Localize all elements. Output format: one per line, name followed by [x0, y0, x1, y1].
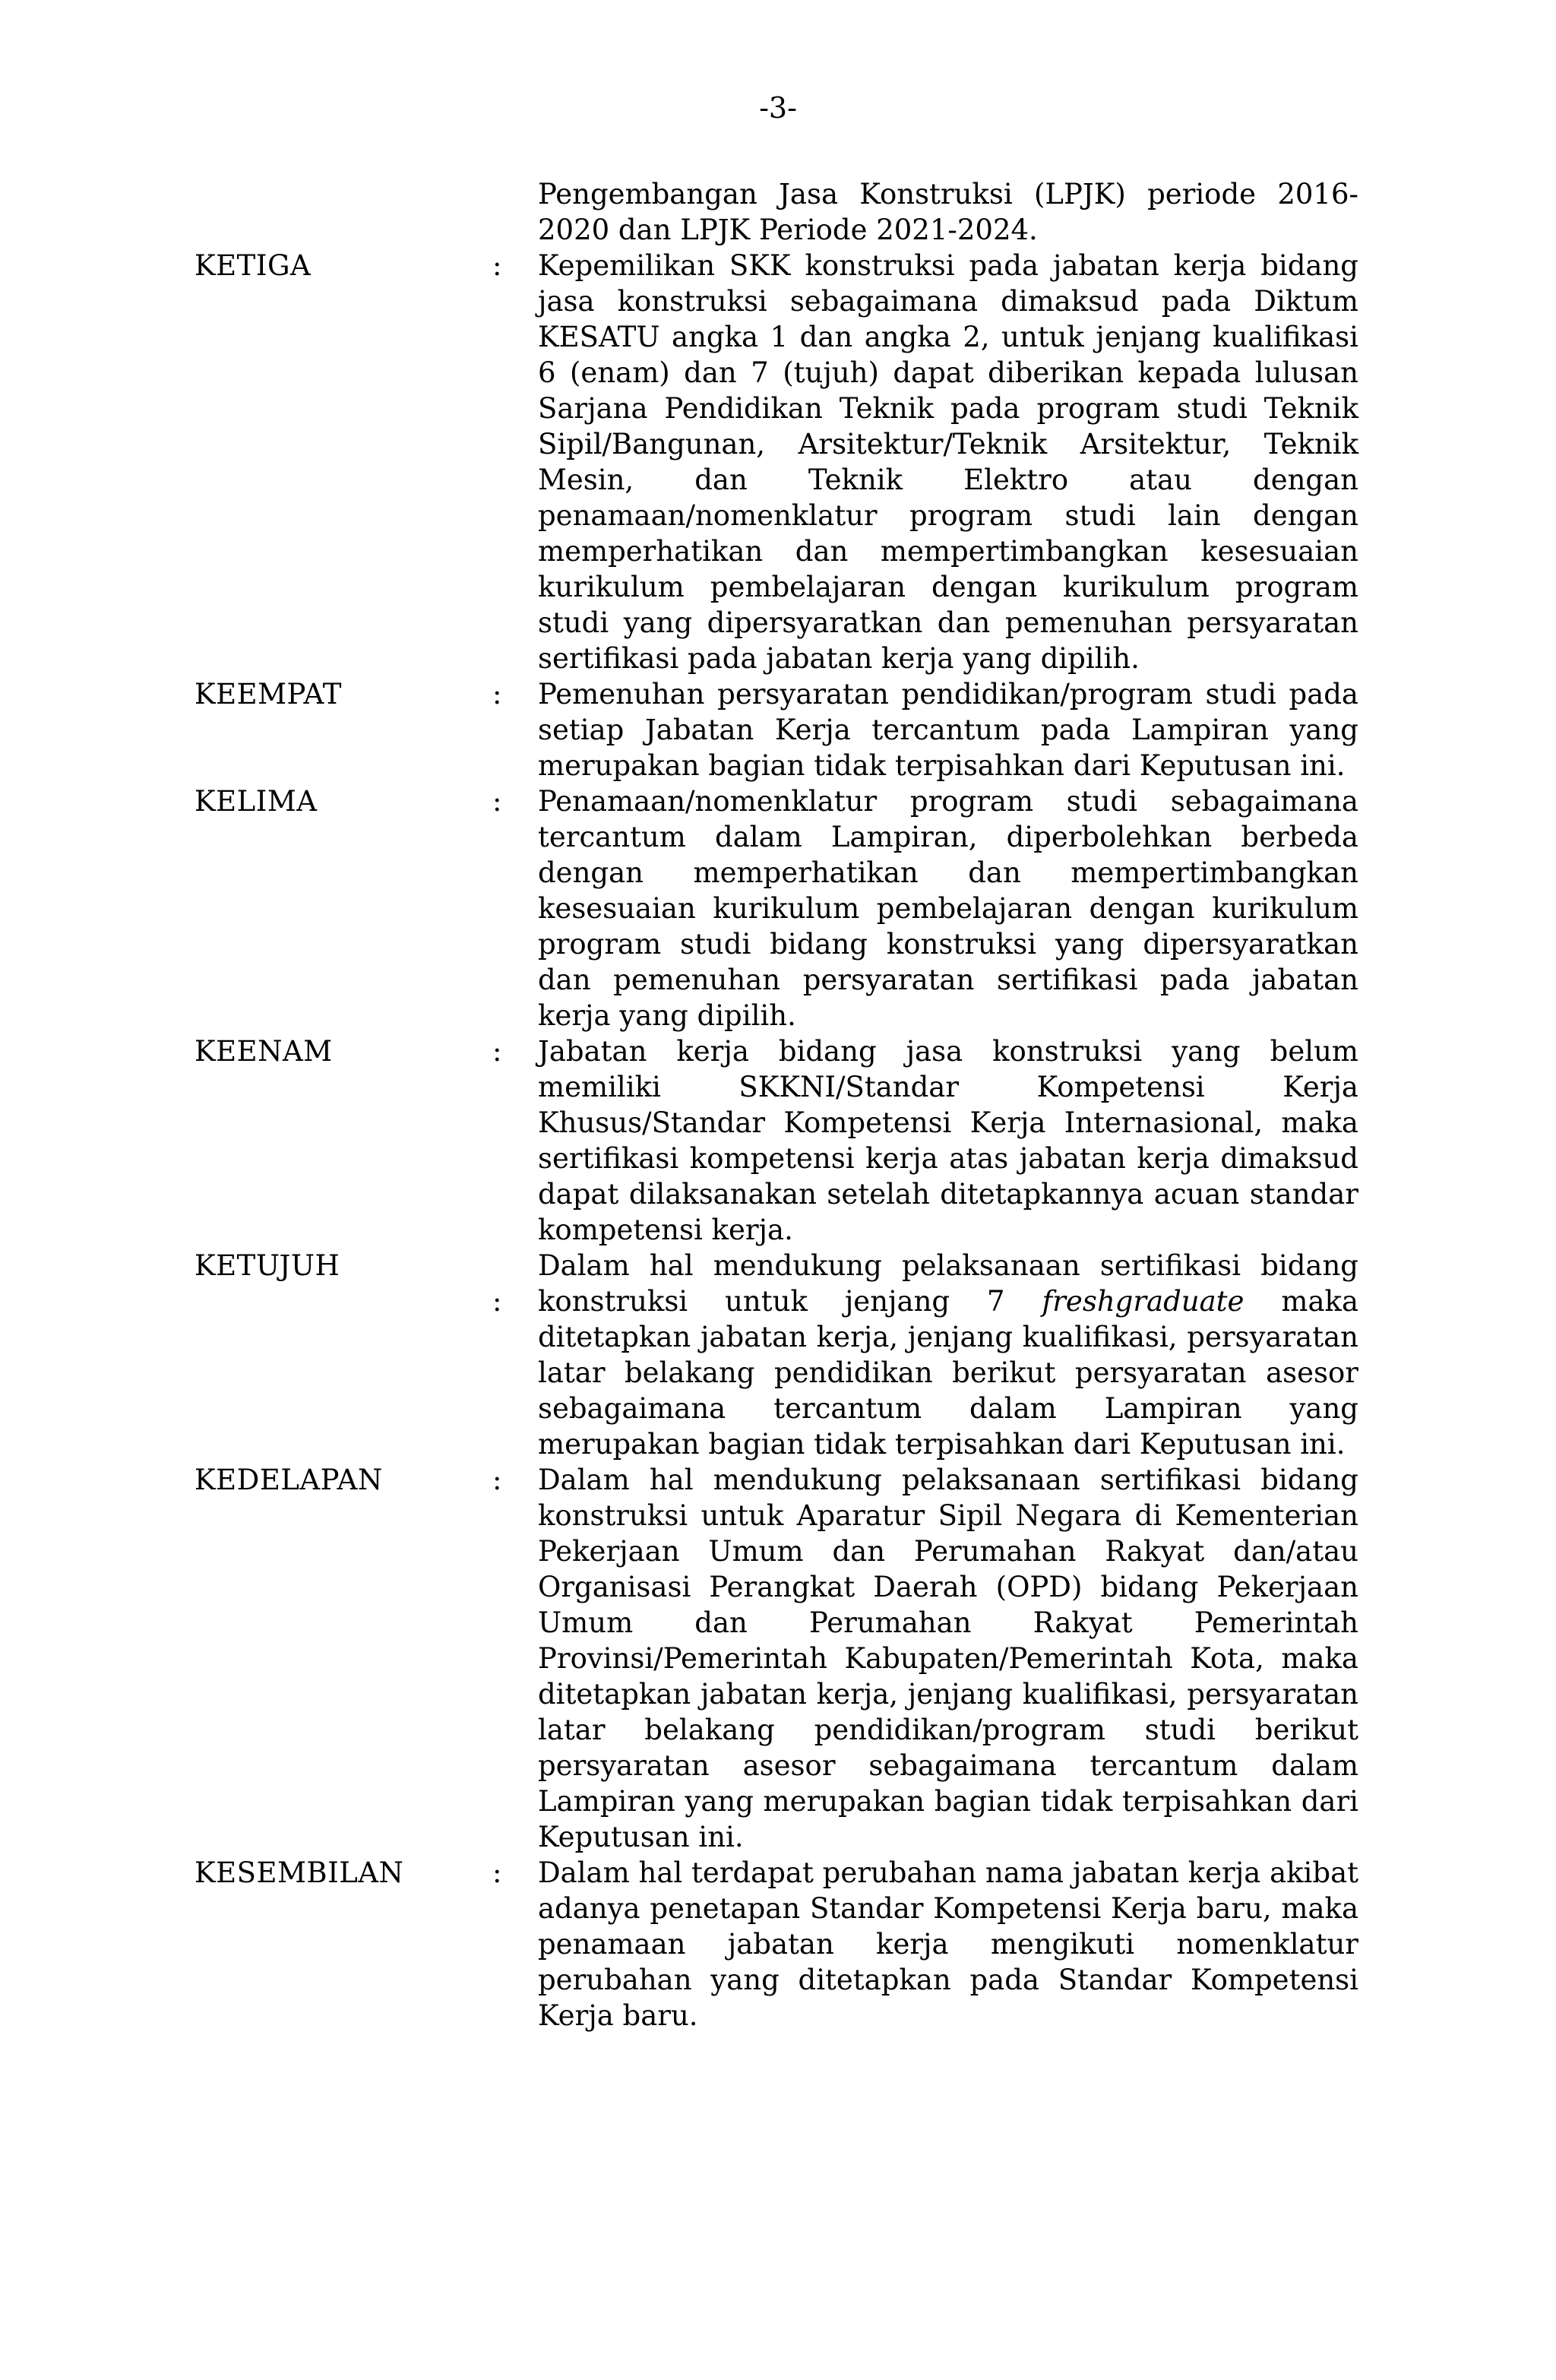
article-label: KEEMPAT — [194, 678, 342, 711]
document-body — [194, 176, 1358, 2033]
article-kesembilan — [194, 1855, 1358, 2033]
article-colon: : — [492, 249, 502, 282]
article-ketujuh — [194, 1248, 1358, 1462]
article-text-italic: freshgraduate — [1042, 1285, 1244, 1318]
article-kedelapan — [194, 1462, 1358, 1855]
article-label: KETIGA — [194, 249, 312, 282]
article-text: Dalam hal terdapat perubahan nama jabatan kerja akibat adanya penetapan Standar Kompetensi Kerja baru, maka penamaan jabatan kerja mengikuti nomenklatur perubahan yang ditetapkan pada Standar Kompetensi Kerja baru. — [538, 1856, 1358, 2032]
article-label: KEDELAPAN — [194, 1464, 383, 1496]
article-text: Pemenuhan persyaratan pendidikan/program studi pada setiap Jabatan Kerja tercantum pada Lampiran yang merupakan bagian tidak terpisahkan dari Keputusan ini. — [538, 678, 1358, 782]
article-label: KETUJUH — [194, 1249, 340, 1282]
article-text-part: Dalam hal mendukung pelaksanaan sertifikasi bidang konstruksi untuk jenjang 7 — [538, 1249, 1358, 1318]
article-colon: : — [492, 785, 502, 818]
article-colon: : — [492, 1856, 502, 1889]
article-label: KEENAM — [194, 1035, 333, 1068]
article-keenam — [194, 1033, 1358, 1248]
continuation-row — [194, 176, 1358, 248]
article-keempat — [194, 676, 1358, 783]
page-number: -3- — [759, 91, 797, 125]
article-text: Penamaan/nomenklatur program studi sebagaimana tercantum dalam Lampiran, diperbolehkan berbeda dengan memperhatikan dan mempertimbangkan kesesuaian kurikulum pembelajaran dengan kurikulum program studi bidang konstruksi yang dipersyaratkan dan pemenuhan persyaratan sertifikasi pada jabatan kerja yang dipilih. — [538, 785, 1358, 1032]
article-label: KELIMA — [194, 785, 318, 818]
article-text: Kepemilikan SKK konstruksi pada jabatan kerja bidang jasa konstruksi sebagaimana dimaksud pada Diktum KESATU angka 1 dan angka 2, untuk jenjang kualifikasi 6 (enam) dan 7 (tujuh) dapat diberikan kepada lulusan Sarjana Pendidikan Teknik pada program studi Teknik Sipil/Bangunan, Arsitektur/Teknik Arsitektur, Teknik Mesin, dan Teknik Elektro atau dengan penamaan/nomenklatur program studi lain dengan memperhatikan dan mempertimbangkan kesesuaian kurikulum pembelajaran dengan kurikulum program studi yang dipersyaratkan dan pemenuhan persyaratan sertifikasi pada jabatan kerja yang dipilih. — [538, 249, 1358, 675]
article-label: KESEMBILAN — [194, 1856, 404, 1889]
article-colon: : — [492, 1035, 502, 1068]
article-text: Dalam hal mendukung pelaksanaan sertifikasi bidang konstruksi untuk Aparatur Sipil Negara di Kementerian Pekerjaan Umum dan Perumahan Rakyat dan/atau Organisasi Perangkat Daerah (OPD) bidang Pekerjaan Umum dan Perumahan Rakyat Pemerintah Provinsi/Pemerintah Kabupaten/Pemerintah Kota, maka ditetapkan jabatan kerja, jenjang kualifikasi, persyaratan latar belakang pendidikan/program studi berikut persyaratan asesor sebagaimana tercantum dalam Lampiran yang merupakan bagian tidak terpisahkan dari Keputusan ini. — [538, 1464, 1358, 1853]
continuation-text: Pengembangan Jasa Konstruksi (LPJK) periode 2016-2020 dan LPJK Periode 2021-2024. — [538, 178, 1358, 246]
article-colon: : — [492, 678, 502, 711]
article-colon: : — [492, 1285, 502, 1318]
article-colon: : — [492, 1464, 502, 1496]
article-text: Jabatan kerja bidang jasa konstruksi yang belum memiliki SKKNI/Standar Kompetensi Kerja Khusus/Standar Kompetensi Kerja Internasional, maka sertifikasi kompetensi kerja atas jabatan kerja dimaksud dapat dilaksanakan setelah ditetapkannya acuan standar kompetensi kerja. — [538, 1035, 1358, 1246]
article-text — [538, 1248, 1358, 1462]
article-kelima — [194, 783, 1358, 1033]
article-text-part: maka ditetapkan jabatan kerja, jenjang kualifikasi, persyaratan latar belakang pendidikan berikut persyaratan asesor sebagaimana tercantum dalam Lampiran yang merupakan bagian tidak terpisahkan dari Keputusan ini. — [538, 1285, 1359, 1461]
article-ketiga — [194, 248, 1358, 676]
